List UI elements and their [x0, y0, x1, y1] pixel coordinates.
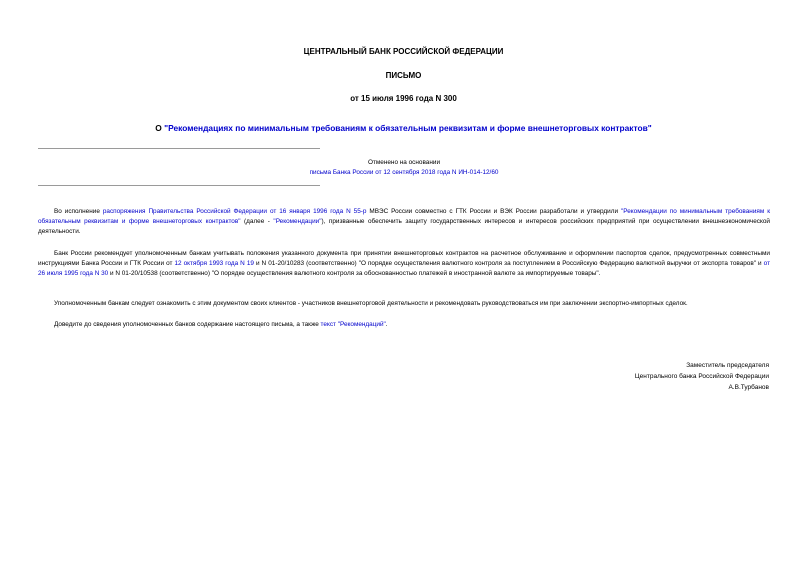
instruction-30-link[interactable]: от 26 июля 1995 года N 30	[38, 260, 770, 278]
document-date: от 15 июля 1996 года N 300	[350, 94, 457, 103]
recommendations-short-link[interactable]: "Рекомендации"	[273, 218, 322, 226]
recommendations-link[interactable]: "Рекомендации по минимальным требованиям к обязательным реквизитам и форме внешнеторговых контрактов"	[38, 208, 771, 226]
p2-text-1: Банк России рекомендует уполномоченным банкам учитывать положения указанного документа при принятии внешнеторговых контрактов на расчетное обслуживание и оформлении паспортов сделок, предусмотренных совместными инструкциями Банка России и ГТК России от	[38, 250, 770, 268]
subject-link[interactable]: "Рекомендациях по минимальным требованиям к обязательным реквизитам и форме внешнеторговых контрактов"	[164, 123, 652, 133]
paragraph-1	[38, 207, 770, 238]
recommendations-text-link[interactable]: текст "Рекомендаций"	[320, 321, 386, 328]
signatory-name: А.В.Турбанов	[728, 384, 769, 391]
p1-text-3: (далее -	[240, 218, 274, 226]
paragraph-3: Уполномоченным банкам следует ознакомить с этим документом своих клиентов - участников внешнеторговой деятельности и рекомендовать руководствоваться им при заключении экспортно-импортных сделок.	[54, 300, 688, 307]
instruction-19-link[interactable]: 12 октября 1993 года N 19	[174, 260, 254, 268]
document-type: ПИСЬМО	[385, 71, 422, 80]
cancellation-note: Отменено на основании	[367, 159, 441, 166]
issuer-title: ЦЕНТРАЛЬНЫЙ БАНК РОССИЙСКОЙ ФЕДЕРАЦИИ	[303, 47, 504, 56]
signatory-organization: Центрального банка Российской Федерации	[634, 373, 769, 380]
p1-text-4: ), призванные обеспечить защиту государственных интересов и интересов российских предприятий при осуществлении внешнеэкономической деятельности.	[38, 218, 770, 236]
divider-bottom	[38, 185, 320, 186]
government-order-link[interactable]: распоряжения Правительства Российской Федерации от 16 января 1996 года N 55-р	[102, 208, 367, 215]
p1-text-1: Во исполнение	[54, 208, 103, 215]
p4-text-2: .	[385, 321, 388, 328]
p2-text-3: и N 01-20/10538 (соответственно) "О порядке осуществления валютного контроля за обоснованностью платежей в иностранной валюте за импортируемые товары".	[108, 270, 601, 278]
cancellation-basis	[38, 168, 770, 178]
subject-prefix: О	[155, 123, 165, 133]
p2-text-2: и N 01-20/10283 (соответственно) "О порядке осуществления валютного контроля за поступлением в Российскую Федерацию валютной выручки от экспорта товаров" и	[253, 260, 764, 268]
paragraph-2	[38, 249, 770, 280]
paragraph-4	[38, 320, 770, 330]
p1-text-2: МВЭС России совместно с ГТК России и ВЭК России разработали и утвердили	[366, 208, 621, 215]
cancellation-basis-link[interactable]: письма Банка России от 12 сентября 2018 года N ИН-014-12/60	[309, 169, 499, 176]
signatory-position: Заместитель председателя	[686, 362, 769, 369]
p4-text-1: Доведите до сведения уполномоченных банков содержание настоящего письма, а также	[54, 321, 321, 328]
divider-top	[38, 148, 320, 149]
document-subject	[0, 123, 807, 133]
